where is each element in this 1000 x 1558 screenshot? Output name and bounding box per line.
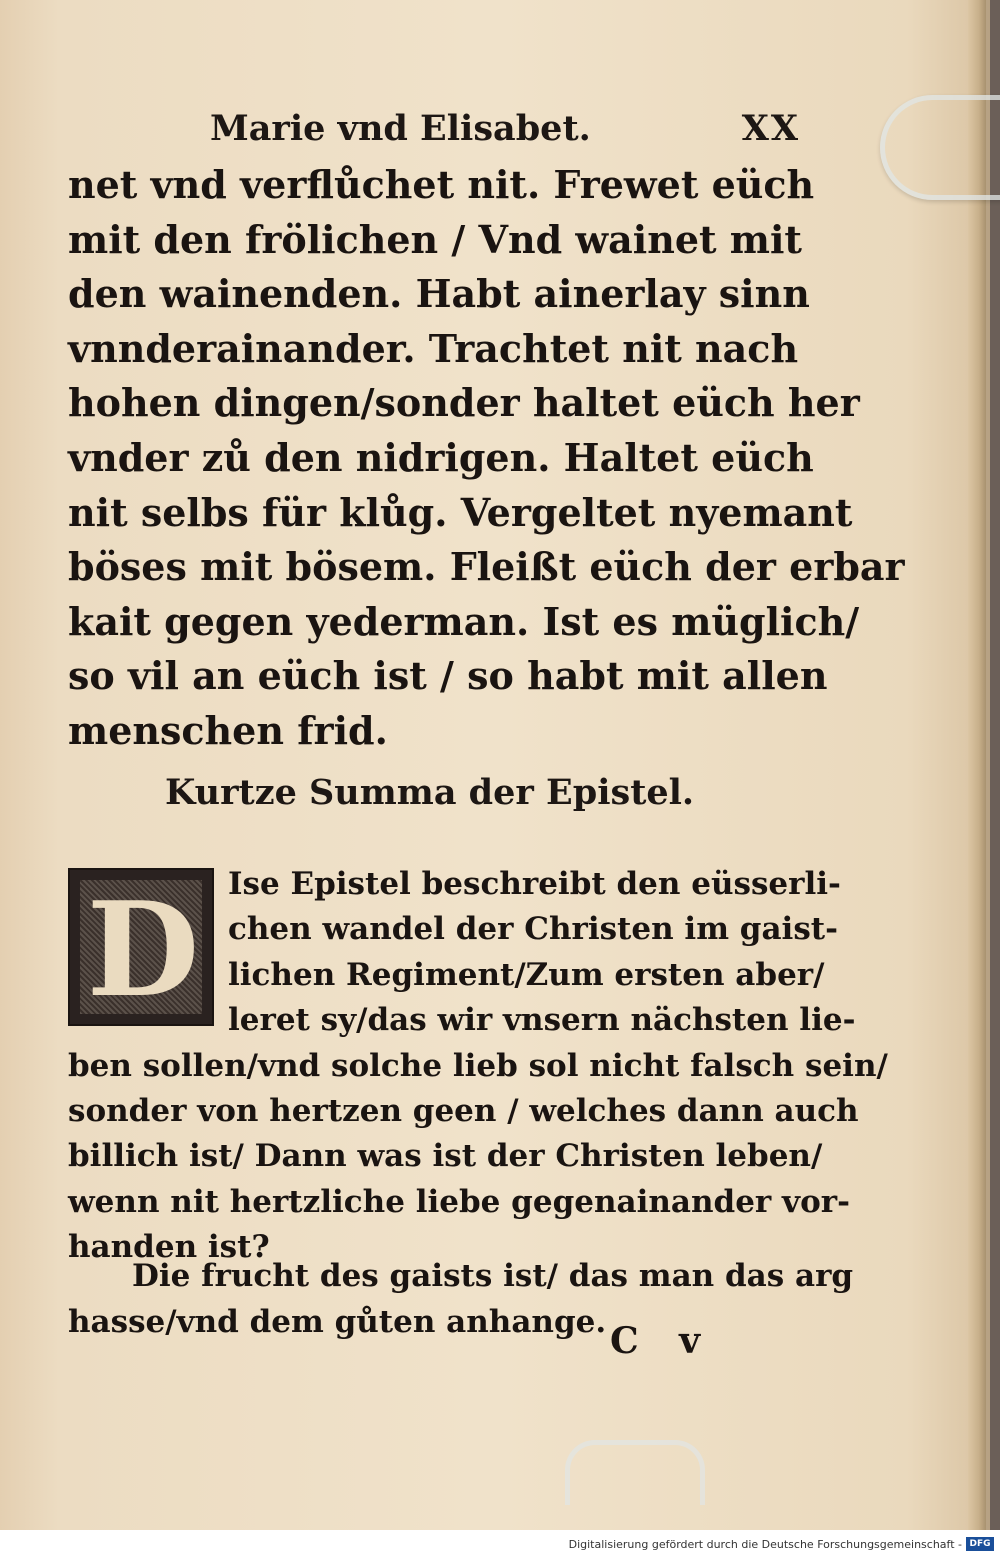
credit-text: Digitalisierung gefördert durch die Deutsche Forschungsgemeinschaft - (568, 1538, 962, 1551)
text-line: wenn nit hertzliche liebe gegenainander vor- (68, 1183, 850, 1220)
text-line: menschen frid. (68, 707, 388, 753)
text-line: billich ist/ Dann was ist der Christen leben/ (68, 1138, 823, 1175)
text-line: chen wandel der Christen im gaist- (228, 911, 838, 948)
text-line: hohen dingen/sonder haltet eüch her (68, 380, 860, 426)
text-line: ben sollen/vnd solche lieb sol nicht falsch sein/ (68, 1047, 888, 1084)
signature-mark: C v (610, 1320, 715, 1362)
decorated-initial (68, 868, 214, 1026)
paper-clip-bottom (565, 1440, 705, 1505)
page-edge (968, 0, 986, 1530)
text-line: vnder zů den nidrigen. Haltet eüch (68, 434, 814, 480)
dfg-logo: DFG (966, 1537, 994, 1551)
text-line: so vil an eüch ist / so habt mit allen (68, 653, 828, 699)
text-line: den wainenden. Habt ainerlay sinn (68, 271, 810, 317)
paper-clip-top (880, 95, 1000, 200)
main-text-block (68, 158, 905, 759)
epistle-text-block (68, 1044, 888, 1271)
text-line: lichen Regiment/Zum ersten aber/ (228, 956, 825, 993)
text-line: sonder von hertzen geen / welches dann auch (68, 1093, 859, 1129)
text-line: böses mit bösem. Fleißt eüch der erbar (68, 544, 905, 590)
text-line: vnnderainander. Trachtet nit nach (68, 325, 799, 371)
text-line: mit den frölichen / Vnd wainet mit (68, 216, 802, 262)
initial-pattern (80, 873, 202, 1026)
text-line: nit selbs für klůg. Vergeltet nyemant (68, 489, 853, 535)
text-line: kait gegen yederman. Ist es müglich/ (68, 598, 860, 644)
text-line: leret sy/das wir vnsern nächsten lie- (228, 1002, 856, 1039)
epistle-indented-block (228, 862, 856, 1044)
text-line: Ise Epistel beschreibt den eüsserli- (228, 866, 841, 902)
text-line: Die frucht des gaists ist/ das man das arg (132, 1258, 854, 1294)
text-line: hasse/vnd dem gůten anhange. (68, 1304, 607, 1340)
initial-letter: D (86, 873, 200, 1026)
folio-number: XX (741, 108, 800, 149)
section-heading: Kurtze Summa der Epistel. (165, 772, 695, 813)
text-line: net vnd verflůchet nit. Frewet eüch (68, 162, 815, 207)
text-line: handen ist? (68, 1229, 270, 1266)
running-title: Marie vnd Elisabet. (210, 108, 591, 149)
